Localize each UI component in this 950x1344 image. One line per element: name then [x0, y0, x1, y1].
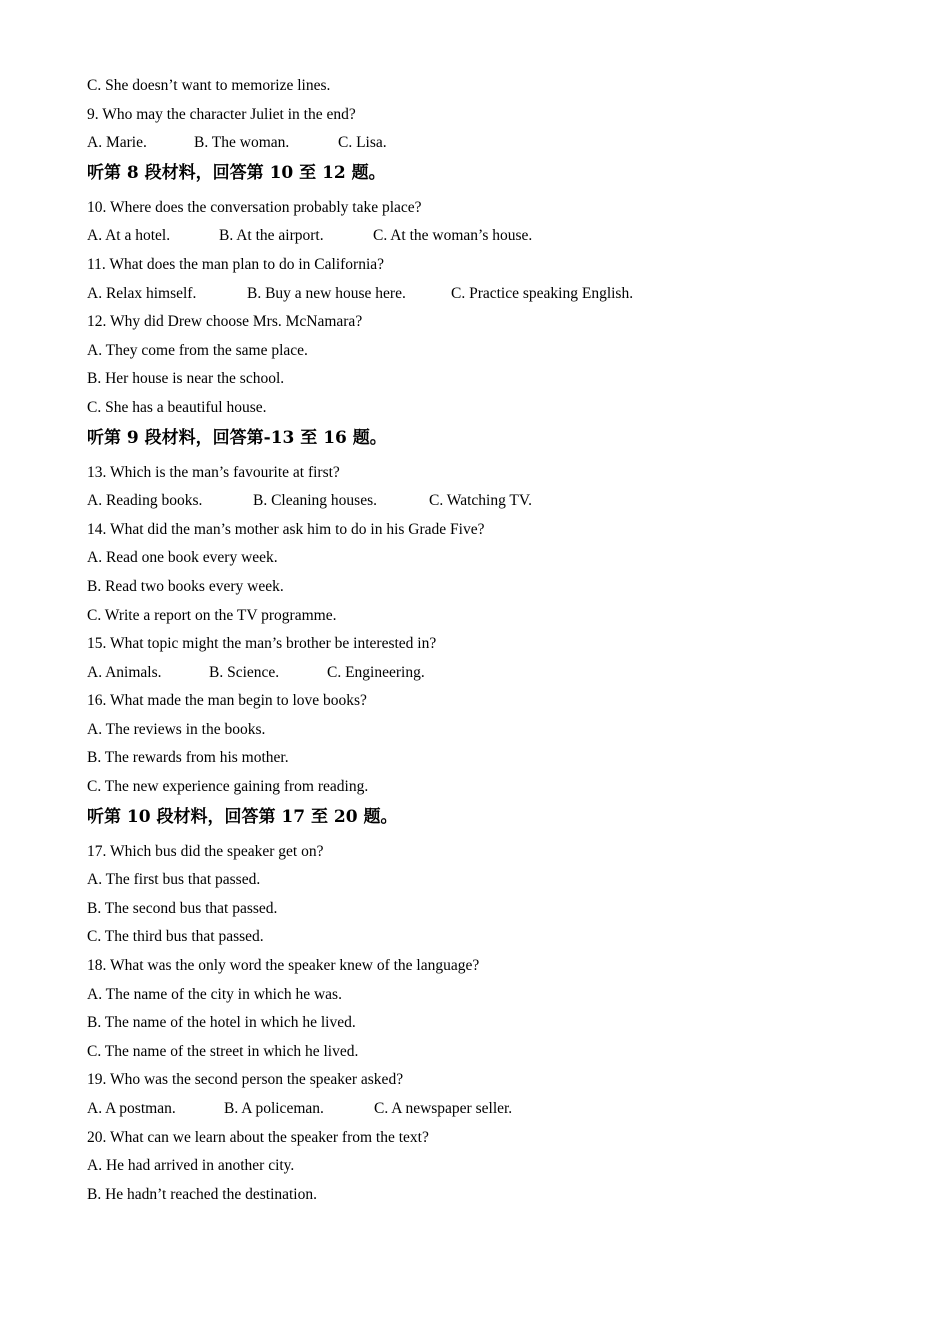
question-line: 18. What was the only word the speaker knew of the language?	[87, 957, 480, 975]
option-line: C. The third bus that passed.	[87, 928, 264, 946]
option-line: B. He hadn’t reached the destination.	[87, 1185, 317, 1203]
option-line: B. Read two books every week.	[87, 577, 284, 595]
section-heading: 听第 9 段材料，回答第-13 至 16 题。	[87, 427, 387, 448]
option-line: C. The new experience gaining from reading.	[87, 778, 369, 796]
option-line: C. The name of the street in which he lived.	[87, 1042, 359, 1060]
question-line: 17. Which bus did the speaker get on?	[87, 842, 324, 860]
option-b: B. At the airport.	[219, 227, 324, 245]
option-c: C. At the woman’s house.	[373, 227, 533, 245]
option-c: C. Lisa.	[338, 134, 387, 152]
option-line: A. Read one book every week.	[87, 549, 278, 567]
options-row	[87, 222, 887, 251]
options-row	[87, 129, 887, 158]
question-line: 20. What can we learn about the speaker from the text?	[87, 1128, 429, 1146]
question-line: 16. What made the man begin to love books?	[87, 692, 367, 710]
option-a: A. Marie.	[87, 134, 147, 152]
option-a: A. Animals.	[87, 663, 162, 681]
option-b: B. The woman.	[194, 134, 290, 152]
option-line: A. The name of the city in which he was.	[87, 985, 342, 1003]
question-line: 12. Why did Drew choose Mrs. McNamara?	[87, 313, 363, 331]
option-c: C. Engineering.	[327, 663, 425, 681]
option-line: C. She has a beautiful house.	[87, 398, 267, 416]
option-a: A. Relax himself.	[87, 284, 197, 302]
option-line: C. Write a report on the TV programme.	[87, 606, 337, 624]
options-row	[87, 659, 887, 688]
option-b: B. A policeman.	[224, 1100, 324, 1117]
option-line: B. The rewards from his mother.	[87, 749, 289, 767]
option-a: A. A postman.	[87, 1100, 176, 1117]
option-line: B. The name of the hotel in which he lived.	[87, 1014, 356, 1032]
question-line: 19. Who was the second person the speaker asked?	[87, 1071, 404, 1089]
option-c: C. A newspaper seller.	[374, 1100, 513, 1117]
option-line: A. The reviews in the books.	[87, 720, 266, 738]
section-heading: 听第 10 段材料，回答第 17 至 20 题。	[87, 806, 398, 827]
option-line: C. She doesn’t want to memorize lines.	[87, 77, 331, 94]
option-c: C. Practice speaking English.	[451, 284, 634, 302]
option-line: B. Her house is near the school.	[87, 370, 285, 388]
option-line: A. They come from the same place.	[87, 341, 308, 359]
options-row	[87, 1095, 887, 1124]
question-line: 13. Which is the man’s favourite at first?	[87, 463, 340, 481]
option-b: B. Science.	[209, 663, 280, 681]
option-b: B. Buy a new house here.	[247, 284, 406, 302]
option-a: A. Reading books.	[87, 492, 203, 510]
document-page	[87, 72, 887, 1209]
options-row	[87, 487, 887, 516]
options-row	[87, 280, 887, 309]
section-heading: 听第 8 段材料，回答第 10 至 12 题。	[87, 162, 386, 183]
option-line: A. The first bus that passed.	[87, 871, 261, 889]
question-line: 11. What does the man plan to do in California?	[87, 255, 385, 273]
option-b: B. Cleaning houses.	[253, 492, 377, 510]
option-a: A. At a hotel.	[87, 227, 171, 245]
question-line: 10. Where does the conversation probably take place?	[87, 198, 422, 216]
question-line: 9. Who may the character Juliet in the end?	[87, 105, 356, 123]
option-line: A. He had arrived in another city.	[87, 1157, 295, 1175]
option-c: C. Watching TV.	[429, 492, 532, 510]
option-line: B. The second bus that passed.	[87, 899, 278, 917]
question-line: 14. What did the man’s mother ask him to do in his Grade Five?	[87, 520, 485, 538]
question-line: 15. What topic might the man’s brother be interested in?	[87, 635, 437, 653]
